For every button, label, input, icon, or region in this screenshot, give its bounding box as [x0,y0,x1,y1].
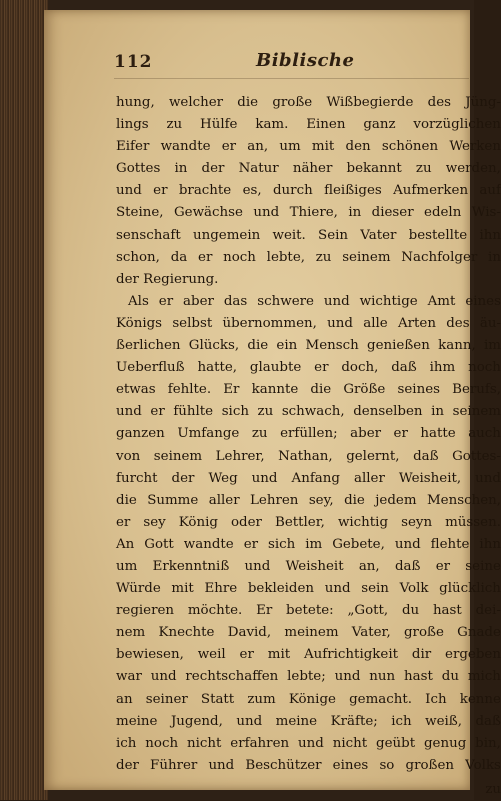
text-line: der Führer und Beschützer eines so großen Volks [116,757,501,773]
text-line: um Erkenntniß und Weisheit an, daß er seine [116,558,501,574]
page-number: 112 [114,52,153,72]
text-line: schon, da er noch lebte, zu seinem Nachfolger in [116,249,501,265]
header-rule [114,78,469,79]
text-line: und er fühlte sich zu schwach, denselben in seinem [116,404,501,420]
text-line: Ueberfluß hatte, glaubte er doch, daß ihm noch [116,360,501,376]
text-line: nem Knechte David, meinem Vater, große Gnade [116,625,501,641]
text-line: Steine, Gewächse und Thiere, in dieser edeln Wis- [116,205,501,221]
page-header [44,48,470,78]
text-line: an seiner Statt zum Könige gemacht. Ich kenne [116,691,501,707]
text-line: Königs selbst übernommen, und alle Arten des äu- [116,315,501,331]
text-line: und er brachte es, durch fleißiges Aufmerken auf [116,183,501,199]
text-line: furcht der Weg und Anfang aller Weisheit, und [116,470,501,486]
text-line: etwas fehlte. Er kannte die Größe seines Berufs, [116,382,501,398]
text-line: ganzen Umfange zu erfüllen; aber er hatte auch [116,426,501,442]
text-line: Eifer wandte er an, um mit den schönen Werken [116,139,501,155]
text-line: ich noch nicht erfahren und nicht geübt genug bin, [116,735,501,751]
text-line: war und rechtschaffen lebte; und nun hast du mich [116,669,501,685]
book-page [44,10,501,798]
text-line: meine Jugend, und meine Kräfte; ich weiß, daß [116,713,501,729]
text-line: Würde mit Ehre bekleiden und sein Volk glücklich [116,581,501,597]
text-line: bewiesen, weil er mit Aufrichtigkeit dir ergeben [116,647,501,663]
text-line: er sey König oder Bettler, wichtig seyn müssen. [116,514,501,530]
text-line: hung, welcher die große Wißbegierde des Jüng- [116,95,501,110]
running-head: Biblische [256,50,355,71]
text-line: lings zu Hülfe kam. Einen ganz vorzüglichen [116,117,501,133]
text-line: regieren möchte. Er betete: „Gott, du hast dei- [116,603,501,619]
text-line: der Regierung. [116,271,219,287]
text-line: ßerlichen Glücks, die ein Mensch genießen kann, im [116,338,501,354]
text-line: von seinem Lehrer, Nathan, gelernt, daß Gottes- [116,448,501,464]
text-line: An Gott wandte er sich im Gebete, und flehte ihn [116,536,501,552]
text-line: Als er aber das schwere und wichtige Amt eines [128,293,501,309]
body-text [116,92,501,798]
text-line: Gottes in der Natur näher bekannt zu werden, [116,161,501,177]
catchword: zu [485,782,501,798]
text-line: die Summe aller Lehren sey, die jedem Menschen, [116,492,501,508]
page-edges [0,0,48,800]
text-line: senschaft ungemein weit. Sein Vater bestellte ihn [116,227,501,243]
